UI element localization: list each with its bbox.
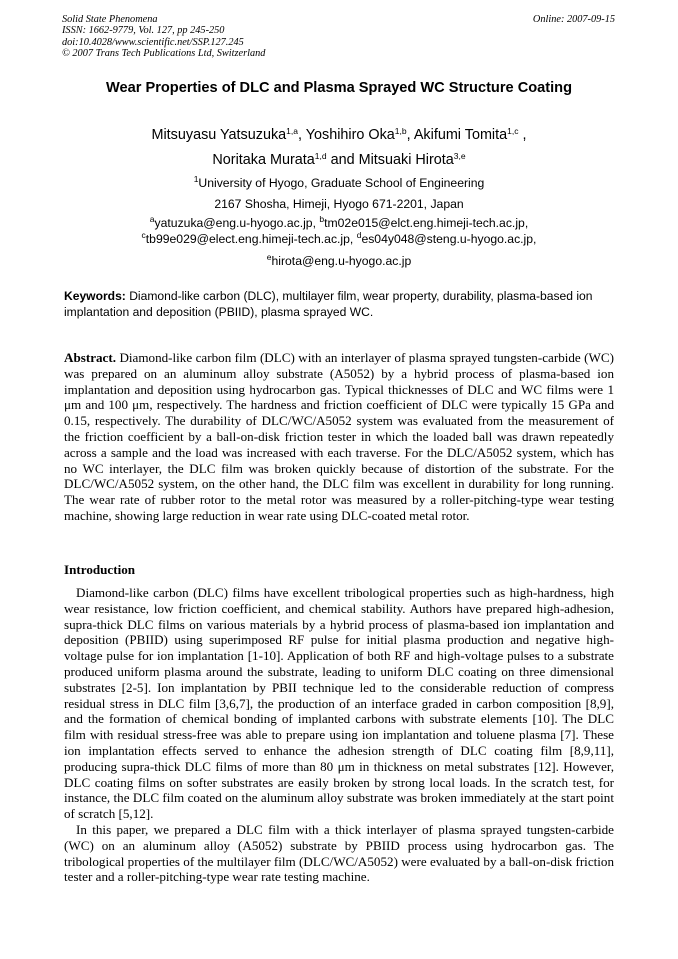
- introduction-paragraph: In this paper, we prepared a DLC film with a thick interlayer of plasma sprayed tungsten-carbide (WC) on an aluminum alloy (A5052) substrate by PBIID process using hydrocarbon gas. The tribological properties of the multilayer film (DLC/WC/A5052) were evaluated by a ball-on-disk friction tester and a roller-pitching-type wear rate testing machine.: [64, 821, 614, 885]
- email-address[interactable]: tm02e015@elct.eng.himeji-tech.ac.jp: [324, 216, 525, 230]
- journal-header: [62, 14, 265, 60]
- author-name: Akifumi Tomita: [413, 127, 508, 143]
- author-name: Mitsuaki Hirota: [358, 151, 454, 168]
- email-address[interactable]: es04y048@steng.u-hyogo.ac.jp: [361, 232, 534, 246]
- paper-title: Wear Properties of DLC and Plasma Sprayed WC Structure Coating: [105, 80, 573, 96]
- author-affiliation-sup: 1,a: [286, 126, 298, 136]
- author-separator: and: [326, 151, 359, 168]
- online-date-header: [533, 14, 615, 25]
- email-address[interactable]: tb99e029@elect.eng.himeji-tech.ac.jp: [145, 232, 350, 246]
- email-line-2: [0, 231, 678, 247]
- author-line-1: [0, 123, 678, 148]
- author-line-2: [0, 148, 678, 173]
- author-name: Mitsuyasu Yatsuzuka: [151, 127, 287, 143]
- introduction-heading: Introduction: [64, 562, 136, 577]
- affiliation-address: 2167 Shosha, Himeji, Hyogo 671-2201, Japan: [214, 197, 464, 211]
- doi-line: doi:10.4028/www.scientific.net/SSP.127.245: [62, 36, 244, 48]
- abstract-text: Diamond-like carbon film (DLC) with an interlayer of plasma sprayed tungsten-carbide (WC) was prepared on an aluminum alloy substrate (A5052) by a hybrid process of plasma-based ion implantation and deposition using hydrocarbon gas. Typical thicknesses of DLC and WC films were 1 μm and 100 μm, respectively. The hardness and friction coefficient of DLC were typically 15 GPa and 0.15, respectively. The durability of DLC/WC/A5052 system was evaluated from the measurement of the friction coefficient by a ball-on-disk friction tester in which the loaded ball was drawn repeatedly across a sample and the load was increased with each traverse. For the DLC/A5052 system, which has no WC interlayer, the DLC film was broken quickly because of distortion of the substrate. For the DLC/WC/A5052 system, on the other hand, the DLC film was excellent in durability for long running. The wear rate of rubber rotor to the metal rotor was measured by a roller-pitching-type wear testing machine, showing large reduction in wear rate using DLC-coated metal rotor.: [64, 350, 614, 523]
- affiliation-sup: 1: [193, 174, 199, 184]
- author-name: Noritaka Murata: [212, 151, 315, 168]
- author-affiliation-sup: 1,b: [394, 126, 407, 136]
- copyright-line: © 2007 Trans Tech Publications Ltd, Switzerland: [62, 48, 266, 60]
- email-separator: ,: [524, 216, 529, 230]
- affiliation-name: University of Hyogo, Graduate School of Engineering: [198, 176, 485, 190]
- author-separator: ,: [406, 127, 414, 143]
- author-affiliation-sup: 1,d: [314, 150, 327, 161]
- email-sup: b: [319, 214, 325, 224]
- journal-name: Solid State Phenomena: [62, 14, 158, 25]
- email-separator: ,: [533, 232, 537, 246]
- issn-line: ISSN: 1662-9779, Vol. 127, pp 245-250: [62, 25, 225, 37]
- email-line-1: [0, 215, 678, 231]
- author-affiliation-sup: 3,e: [453, 150, 466, 161]
- abstract-label: Abstract.: [64, 350, 116, 365]
- email-sup: e: [266, 252, 272, 262]
- email-separator: ,: [312, 216, 320, 230]
- introduction-body: [64, 585, 614, 885]
- email-sup: d: [356, 230, 362, 240]
- keywords-text: Diamond-like carbon (DLC), multilayer film, wear property, durability, plasma-based ion implantation and deposition (PBIID), plasma sprayed WC.: [64, 289, 593, 319]
- email-address[interactable]: yatuzuka@eng.u-hyogo.ac.jp: [154, 216, 313, 230]
- author-list: [0, 123, 678, 172]
- author-separator: ,: [518, 127, 527, 143]
- email-line-3: [0, 253, 678, 269]
- keywords-label: Keywords:: [64, 289, 126, 303]
- email-sup: a: [149, 214, 155, 224]
- author-separator: ,: [297, 127, 306, 143]
- affiliation-block: [0, 173, 678, 269]
- affiliation-name-line: [0, 173, 678, 193]
- online-date: Online: 2007-09-15: [532, 14, 615, 25]
- abstract-block: [64, 350, 614, 524]
- email-address[interactable]: hirota@eng.u-hyogo.ac.jp: [271, 254, 412, 268]
- author-affiliation-sup: 1,c: [507, 126, 519, 136]
- introduction-paragraph: Diamond-like carbon (DLC) films have excellent tribological properties such as high-hardness, high wear resistance, low friction coefficient, and chemical stability. Authors have prepared high-adhesion, supra-thick DLC films on various materials by a hybrid process of plasma-based ion implantation and deposition (PBIID) using superimposed RF pulse for initial plasma production and negative high-voltage pulse for ion implantation [1-10]. Application of both RF and high-voltage pulses to a substrate produced uniform plasma around the substrate, leading to uniform DLC coating on three dimensional substrates [2-5]. Ion implantation by PBII technique led to the considerable reduction of compress residual stress in DLC film [3,6,7], the production of an interface graded in carbon composition [8,9], and the formation of chemical bonding of implanted carbons with substrate elements [10]. The DLC film with residual stress-free was able to prepare using ion implantation and toluene plasma [7]. These ion implantation effects served to enhance the adhesion strength of DLC coating film [8,9,11], producing supra-thick DLC films of more than 80 μm in thickness on metal substrates [12]. However, DLC coating films on softer substrates are easily broken by strong local loads. In the scratch test, for instance, the DLC film coated on the aluminum alloy substrate was broken immediately at the start point of scratch [5,12].: [64, 585, 614, 822]
- keywords-block: [64, 289, 614, 320]
- author-name: Yoshihiro Oka: [305, 127, 395, 143]
- email-separator: ,: [349, 232, 357, 246]
- email-sup: c: [141, 230, 146, 240]
